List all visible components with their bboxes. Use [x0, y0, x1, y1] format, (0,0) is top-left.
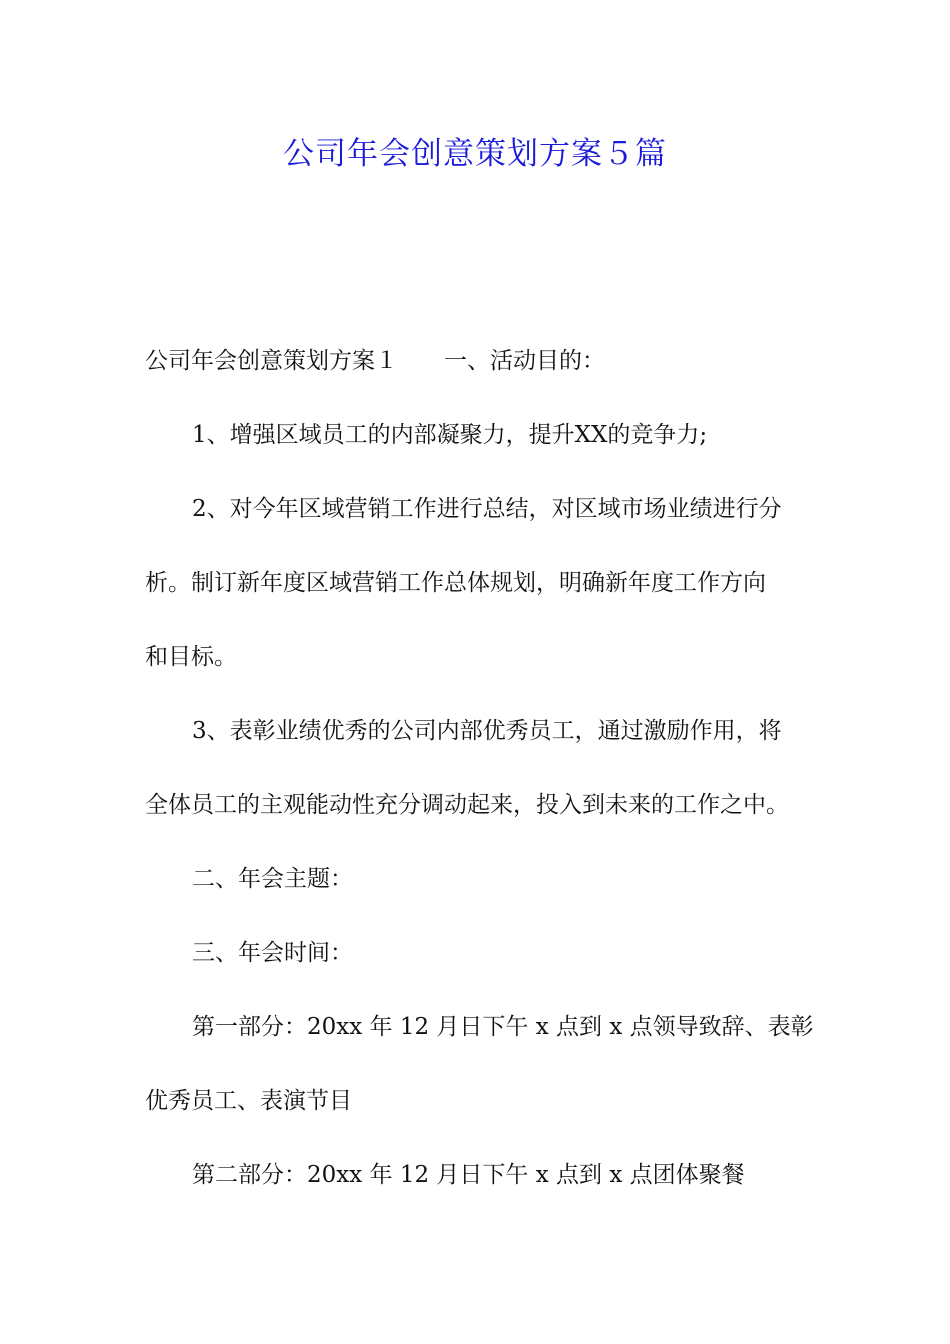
document-title: 公司年会创意策划方案５篇	[283, 136, 667, 172]
paragraph-line: 和目标。	[145, 644, 237, 670]
paragraph-line: 2、对今年区域营销工作进行总结，对区域市场业绩进行分	[192, 496, 782, 522]
section-heading-line	[145, 324, 810, 398]
section-title-theme: 二、年会主题：	[192, 866, 353, 892]
paragraph-line: 优秀员工、表演节目	[145, 1088, 352, 1114]
paragraph-line: 第一部分：20xx 年 12 月日下午 x 点到 x 点领导致辞、表彰	[192, 1014, 814, 1040]
section-title-time: 三、年会时间：	[192, 940, 353, 966]
document-body	[145, 324, 814, 1212]
paragraph-line: 析。制订新年度区域营销工作总体规划，明确新年度工作方向	[145, 570, 766, 596]
paragraph-line: 全体员工的主观能动性充分调动起来，投入到未来的工作之中。	[145, 792, 789, 818]
paragraph-line: 第二部分：20xx 年 12 月日下午 x 点到 x 点团体聚餐	[192, 1162, 745, 1188]
plan-heading: 公司年会创意策划方案１	[145, 348, 398, 374]
section-title-purpose: 一、活动目的：	[444, 348, 605, 374]
paragraph-line: 3、表彰业绩优秀的公司内部优秀员工，通过激励作用，将	[192, 718, 782, 744]
paragraph-line: 1、增强区域员工的内部凝聚力，提升XX的竞争力;	[192, 422, 708, 448]
